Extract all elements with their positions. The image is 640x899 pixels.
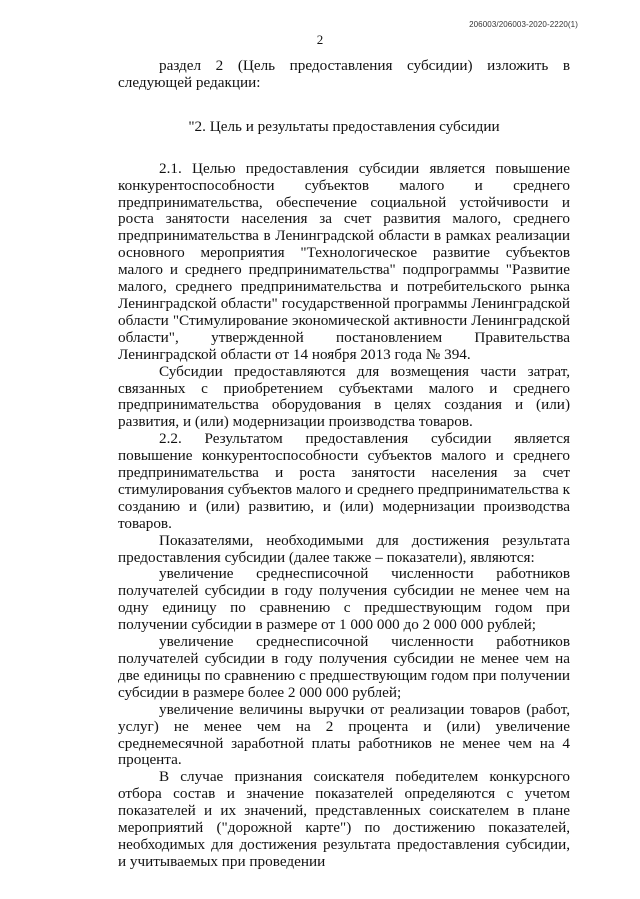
indicator-item-1: увеличение среднесписочной численности работников получателей субсидии в году получения субсидии не менее чем на одну единицу по сравнению с предшествующим годом при получении субсидии в размере от 1 000 000 до 2 000 000 рублей; — [118, 565, 570, 634]
paragraph-2-2: 2.2. Результатом предоставления субсидии является повышение конкурентоспособности субъектов малого и среднего предпринимательства и роста занятости населения за счет стимулирования субъектов малого и среднего предпринимательства к созданию и (или) развитию, и (или) модернизации производства товаров. — [118, 430, 570, 532]
document-body — [118, 58, 570, 871]
intro-paragraph: раздел 2 (Цель предоставления субсидии) изложить в следующей редакции: — [118, 57, 570, 91]
indicator-item-2: увеличение среднесписочной численности работников получателей субсидии в году получения субсидии не менее чем на две единицы по сравнению с предшествующим годом при получении субсидии в размере более 2 000 000 рублей; — [118, 633, 570, 701]
section-heading: "2. Цель и результаты предоставления субсидии — [188, 117, 500, 135]
indicator-item-3: увеличение величины выручки от реализации товаров (работ, услуг) не менее чем на 2 процента и (или) увеличение среднемесячной заработной платы работников не менее чем на 4 процента. — [118, 700, 570, 769]
paragraph-winner: В случае признания соискателя победителем конкурсного отбора состав и значение показателей определяются с учетом показателей и их значений, представленных соискателем в плане мероприятий ("дорожной карте") по достижению показателей, необходимых для достижения результата предоставления субсидии, и учитываемых при проведении — [118, 768, 570, 870]
paragraph-subsidy-purpose: Субсидии предоставляются для возмещения части затрат, связанных с приобретением субъектами малого и среднего предпринимательства оборудования в целях создания и (или) развития, и (или) модернизации производства товаров. — [118, 362, 570, 431]
page-number: 2 — [316, 32, 324, 47]
paragraph-indicators: Показателями, необходимыми для достижения результата предоставления субсидии (далее также – показатели), являются: — [118, 531, 570, 566]
paragraph-2-1: 2.1. Целью предоставления субсидии является повышение конкурентоспособности субъектов малого и среднего предпринимательства, обеспечение социальной устойчивости и роста занятости населения за счет развития малого, среднего предпринимательства в Ленинградской области в рамках реализации основного мероприятия "Технологическое развитие субъектов малого и среднего предпринимательства" подпрограммы "Развитие малого, среднего предпринимательства и потребительского рынка Ленинградской области" государственной программы Ленинградской области "Стимулирование экономической активности Ленинградской области", утвержденной постановлением Правительства Ленинградской области от 14 ноября 2013 года № 394. — [118, 159, 570, 363]
document-id: 206003/206003-2020-2220(1) — [469, 20, 578, 29]
